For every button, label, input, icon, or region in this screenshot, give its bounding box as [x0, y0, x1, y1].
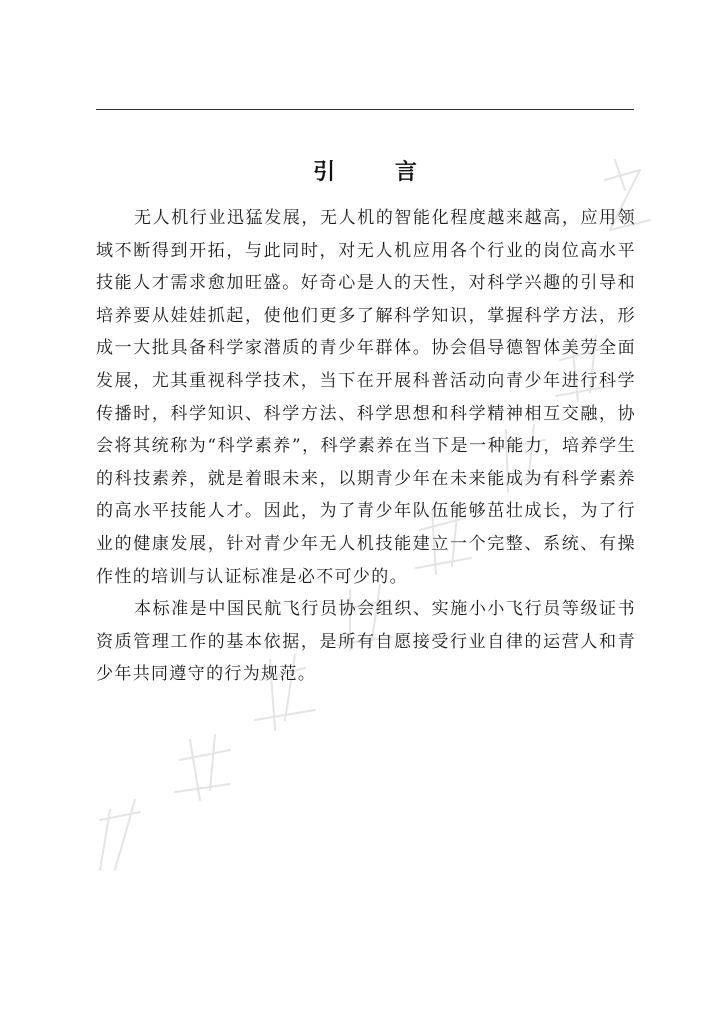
paragraph-intro: 无人机行业迅猛发展，无人机的智能化程度越来越高，应用领域不断得到开拓，与此同时，对无人机应用各个行业的岗位高水平技能人才需求愈加旺盛。好奇心是人的天性，对科学兴趣的引导和培养要从娃娃抓起，使他们更多了解科学知识，掌握科学方法，形成一大批具备科学家潜质的青少年群体。协会倡导德智体美劳全面发展，尤其重视科学技术，当下在开展科普活动向青少年进行科学传播时，科学知识、科学方法、科学思想和科学精神相互交融，协会将其统称为“科学素养”，科学素养在当下是一种能力，培养学生的科技素养，就是着眼未来，以期青少年在未来能成为有科学素养的高水平技能人才。因此，为了青少年队伍能够茁壮成长，为了行业的健康发展，针对青少年无人机技能建立一个完整、系统、有操作性的培训与认证标准是必不可少的。 — [96, 208, 636, 587]
page-title: 引 言 — [313, 159, 443, 185]
body-text — [96, 202, 636, 691]
header-rule — [96, 109, 634, 110]
paragraph-basis: 本标准是中国民航飞行员协会组织、实施小小飞行员等级证书资质管理工作的基本依据，是所有自愿接受行业自律的运营人和青少年共同遵守的行为规范。 — [96, 599, 636, 685]
